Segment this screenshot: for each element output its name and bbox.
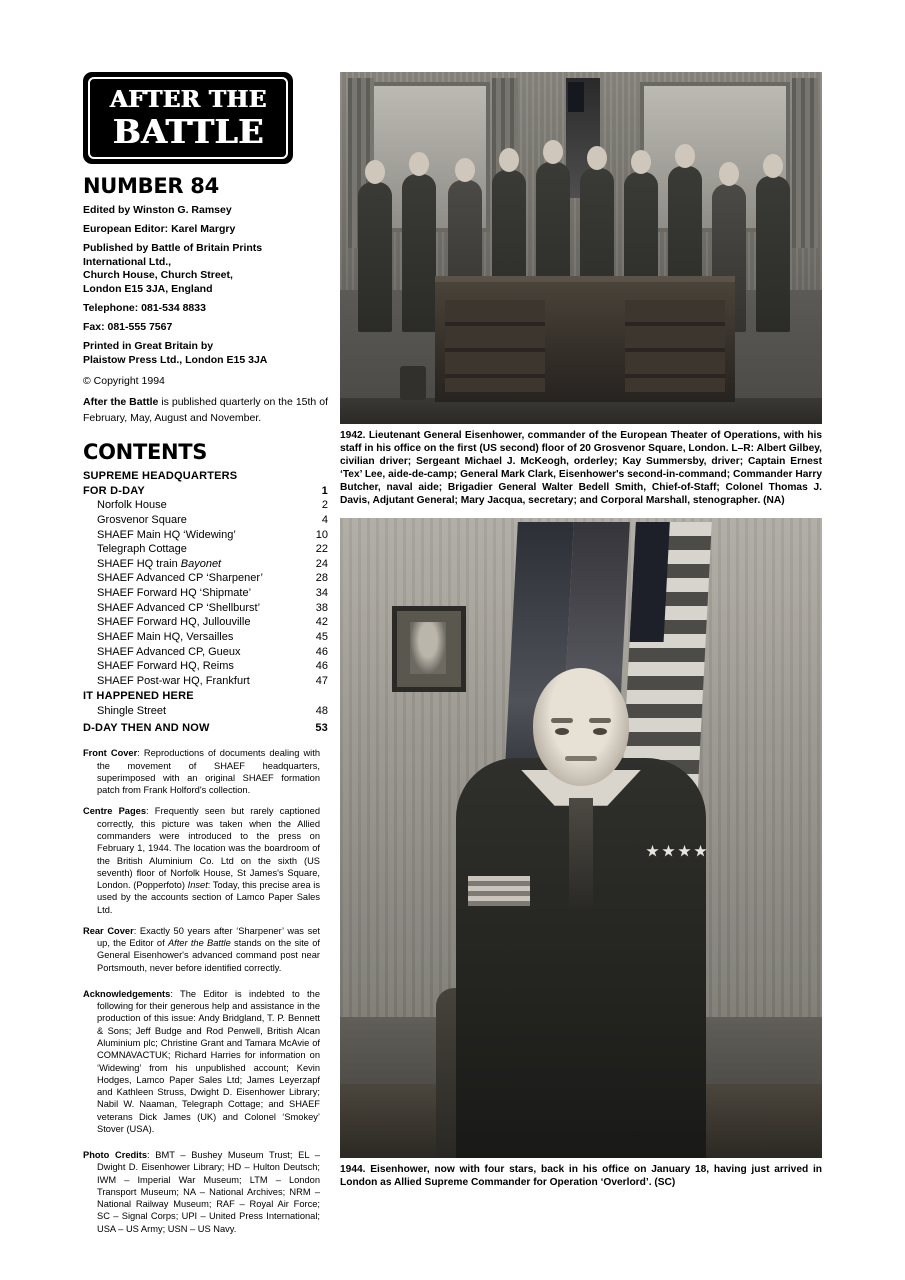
toc-entry-page: 2 xyxy=(321,499,328,512)
front-cover-label: Front Cover xyxy=(83,748,138,759)
photo1-figure-head xyxy=(409,152,429,176)
toc-entry-page: 10 xyxy=(315,528,328,541)
toc-entry-title: SHAEF HQ train Bayonet xyxy=(97,557,222,570)
rear-cover-text: : Exactly 50 years after ‘Sharpener’ was set up, the Editor of xyxy=(97,925,320,949)
toc-entry-page: 46 xyxy=(315,645,328,658)
centre-pages-label: Centre Pages xyxy=(83,806,147,817)
rear-cover-italic-title: After the Battle xyxy=(167,938,231,949)
caption-photo-1: 1942. Lieutenant General Eisenhower, commander of the European Theater of Operations, with his staff in his office on the first (US second) floor of 20 Grosvenor Square, London. L–R: Albert Gilbey, civilian driver; Sergeant Michael J. McKeogh, orderley; Kay Summersby, driver; Captain Ernest ‘Tex’ Lee, aide-de-camp; General Mark Clark, Eisenhower's second-in-command; Commander Harry Butcher, naval aide; Brigadier General Walter Bedell Smith, Chief-of-Staff; Colonel Thomas J. Davis, Adjutant General; Mary Jacqua, secretary; and Corporal Marshall, stenographer. (NA) xyxy=(340,430,822,506)
toc-section-title-line1: SUPREME HEADQUARTERS xyxy=(83,469,238,482)
issue-number: NUMBER 84 xyxy=(83,174,219,198)
toc-entry[interactable] xyxy=(83,630,328,645)
photo-credits-label: Photo Credits xyxy=(83,1150,148,1161)
logo-line-after-the: AFTER THE xyxy=(109,86,267,113)
publisher-line-1: Published by Battle of Britain Prints xyxy=(83,241,263,254)
front-cover-text: : Reproductions of documents dealing with the movement of SHAEF headquarters, superimposed with an original SHAEF formation patch from Frank Holford's collection. xyxy=(97,748,321,796)
rear-cover-note xyxy=(83,925,320,974)
toc-entry-page: 24 xyxy=(315,557,328,570)
toc-entry[interactable] xyxy=(83,601,328,616)
toc-entry[interactable] xyxy=(83,615,328,630)
acknowledgements-label: Acknowledgements xyxy=(83,988,171,999)
toc-entry-page: 28 xyxy=(315,572,328,585)
toc-entry-title: Grosvenor Square xyxy=(97,513,187,526)
toc-entry-page: 38 xyxy=(315,601,328,614)
toc-entry-title: SHAEF Advanced CP ‘Shellburst’ xyxy=(97,601,261,614)
toc-entry-title: SHAEF Advanced CP ‘Sharpener’ xyxy=(97,572,263,585)
toc-entry[interactable] xyxy=(83,659,328,674)
copyright-line: © Copyright 1994 xyxy=(83,374,165,387)
photo1-figure xyxy=(756,176,790,332)
acknowledgements-text: : The Editor is indebted to the following for their generous help and assistance in the production of this issue: Andy Bridgland, T. P. Bennett & Sons; Jeff Budge and Rod Penwell, British Alcan Aluminium plc; Christine Grant and Tamara McAvie of COMNAVACTUK; Richard Harries for information on ‘Widewing’ from his unpublished account; Kevin Hodges, Lamco Paper Sales Ltd; James Leyerzapf and Kathleen Struss, Dwight D. Eisenhower Library; Nabil W. Naaman, Telegraph Cottage; and SHAEF veterans Dick James (UK) and Colonel ‘Smokey’ Stover (USA). xyxy=(97,988,320,1134)
photo1-figure-head xyxy=(543,140,563,164)
toc-section-title-line2-row xyxy=(83,484,328,499)
table-of-contents xyxy=(83,470,328,736)
printed-block xyxy=(83,340,328,368)
toc-entry-title: SHAEF Forward HQ, Jullouville xyxy=(97,616,251,629)
front-cover-note xyxy=(83,747,320,796)
printed-line-1: Printed in Great Britain by xyxy=(83,339,214,352)
photo2-eye-right xyxy=(593,728,607,735)
toc-entry-page: 47 xyxy=(315,674,328,687)
logo-line-battle: BATTLE xyxy=(112,112,264,151)
toc-entry-title: Shingle Street xyxy=(97,705,167,718)
toc-entry-page: 22 xyxy=(315,543,328,556)
photo2-necktie xyxy=(569,798,593,908)
toc-section-page: 1 xyxy=(321,484,328,497)
left-column xyxy=(83,72,328,1244)
toc-entry-page: 34 xyxy=(315,587,328,600)
right-column xyxy=(340,72,822,1190)
toc-entry[interactable] xyxy=(83,674,328,689)
toc-section-title-line1: D-DAY THEN AND NOW xyxy=(83,721,210,734)
centre-pages-text-2: : Today, this precise area is used by the accounts section of Lamco Paper Sales Ltd. xyxy=(97,880,320,915)
imprint-block xyxy=(83,204,328,426)
photo-credits-text: : BMT – Bushey Museum Trust; EL – Dwight D. Eisenhower Library; HD – Hulton Deutsch; IWM – Imperial War Museum; LTM – London Transport Museum; NA – National Archives; NRM – National Railway Museum; RAF – Royal Air Force; SC – Signal Corps; UPI – United Press International; USA – US Army; USN – US Navy. xyxy=(97,1150,320,1234)
toc-entry-title: SHAEF Advanced CP, Gueux xyxy=(97,645,241,658)
toc-entry-page: 48 xyxy=(315,705,328,718)
toc-entry-page: 45 xyxy=(315,630,328,643)
photo-eisenhower-staff-1942 xyxy=(340,72,822,424)
photo1-figure-head xyxy=(499,148,519,172)
front-matter-notes xyxy=(83,747,320,1235)
photo1-figure-head xyxy=(455,158,475,182)
frequency-title: After the Battle xyxy=(83,396,159,409)
publisher-block xyxy=(83,242,328,297)
photo2-brow-left xyxy=(551,718,573,723)
photo1-figure xyxy=(358,182,392,332)
toc-section-title xyxy=(83,690,328,704)
photo1-figure-head xyxy=(631,150,651,174)
caption-photo-2: 1944. Eisenhower, now with four stars, back in his office on January 18, having just arrived in London as Allied Supreme Commander for Operation ‘Overlord’. (SC) xyxy=(340,1163,822,1188)
toc-entry-title: SHAEF Main HQ ‘Widewing’ xyxy=(97,528,236,541)
frequency-note xyxy=(83,395,328,425)
photo2-eye-left xyxy=(555,728,569,735)
photo2-eisenhower-head xyxy=(533,668,629,786)
toc-entry[interactable] xyxy=(83,528,328,543)
toc-entry-title: SHAEF Main HQ, Versailles xyxy=(97,630,234,643)
photo1-figure xyxy=(402,174,436,332)
magazine-logo-inner xyxy=(88,77,288,159)
toc-entry[interactable] xyxy=(83,498,328,513)
toc-entry[interactable] xyxy=(83,645,328,660)
rear-cover-label: Rear Cover xyxy=(83,925,134,936)
toc-entry[interactable] xyxy=(83,557,328,572)
toc-entry-title: SHAEF Post-war HQ, Frankfurt xyxy=(97,674,250,687)
toc-section-title-line1: IT HAPPENED HERE xyxy=(83,690,194,703)
photo2-mouth xyxy=(565,756,597,761)
toc-entry[interactable] xyxy=(83,571,328,586)
photo-eisenhower-portrait-1944 xyxy=(340,518,822,1158)
photo2-brow-right xyxy=(589,718,611,723)
photo1-figure-head xyxy=(675,144,695,168)
photo1-desk xyxy=(435,282,735,402)
fax-line: Fax: 081-555 7567 xyxy=(83,321,173,334)
frequency-text: is published quarterly on the 15th of February, May, August and November. xyxy=(83,396,328,424)
european-editor-line: European Editor: Karel Margry xyxy=(83,222,236,235)
photo1-curtain-right xyxy=(792,78,818,248)
photo-credits-note xyxy=(83,1149,320,1235)
toc-entry-title: Norfolk House xyxy=(97,499,167,512)
toc-section-title-line2: FOR D-DAY xyxy=(83,484,145,497)
publisher-line-2: International Ltd., xyxy=(83,255,172,268)
address-line-1: Church House, Church Street, xyxy=(83,269,233,282)
centre-pages-note xyxy=(83,805,320,915)
centre-pages-inset-word: Inset xyxy=(187,880,208,891)
toc-section-page: 53 xyxy=(315,721,328,734)
photo1-figure-head xyxy=(365,160,385,184)
toc-entry[interactable] xyxy=(83,513,328,528)
centre-pages-text: : Frequently seen but rarely captioned correctly, this picture was taken when the Allied commanders were introduced to the press on February 1, 1944. The location was the boardroom of the British Aluminium Co. Ltd on the sixth (US seventh) floor of Norfolk House, St James's Square, London. (Popperfoto) xyxy=(97,806,320,891)
magazine-logo xyxy=(83,72,293,164)
photo2-medal-ribbons xyxy=(468,876,530,906)
rear-cover-text-2: stands on the site of General Eisenhower's advanced command post near Portsmouth, never before identified correctly. xyxy=(97,938,320,973)
toc-section-title xyxy=(83,470,328,498)
toc-section-title xyxy=(83,721,328,736)
toc-section-title-row[interactable] xyxy=(83,721,328,736)
toc-entry-page: 46 xyxy=(315,660,328,673)
photo1-waste-bin xyxy=(400,366,426,400)
acknowledgements-note xyxy=(83,988,320,1135)
toc-entry[interactable] xyxy=(83,542,328,557)
toc-entry-page: 4 xyxy=(321,513,328,526)
photo1-figure-head xyxy=(587,146,607,170)
photo1-figure-head xyxy=(719,162,739,186)
printed-line-2: Plaistow Press Ltd., London E15 3JA xyxy=(83,353,268,366)
address-line-2: London E15 3JA, England xyxy=(83,283,213,296)
toc-entry-title: Telegraph Cottage xyxy=(97,543,187,556)
contents-heading: CONTENTS xyxy=(83,439,208,464)
telephone-line: Telephone: 081-534 8833 xyxy=(83,302,206,315)
toc-entry[interactable] xyxy=(83,586,328,601)
toc-entry[interactable] xyxy=(83,704,328,719)
editor-line: Edited by Winston G. Ramsey xyxy=(83,204,232,216)
toc-entry-page: 42 xyxy=(315,616,328,629)
photo2-wall-picture-frame xyxy=(392,606,466,692)
photo1-figure-head xyxy=(763,154,783,178)
toc-entry-title: SHAEF Forward HQ ‘Shipmate’ xyxy=(97,587,252,600)
toc-entry-title: SHAEF Forward HQ, Reims xyxy=(97,660,234,673)
